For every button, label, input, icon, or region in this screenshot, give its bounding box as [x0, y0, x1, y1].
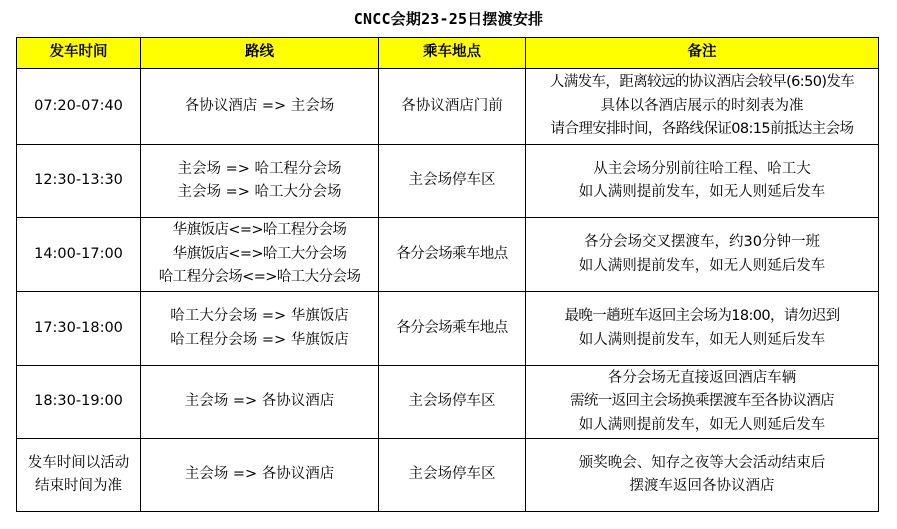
note-line: 如人满则提前发车，如无人则延后发车: [578, 184, 826, 200]
shuttle-schedule-table: [16, 37, 879, 512]
pickup-cell: [379, 69, 526, 145]
departure-time-cell: [17, 366, 141, 439]
pickup-location: 各分会场乘车地点: [396, 245, 508, 262]
header-row: [17, 38, 879, 69]
departure-time: 12:30-13:30: [34, 172, 123, 189]
departure-time-cell: [17, 292, 141, 366]
note-line: 具体以各酒店展示的时刻表为准: [600, 97, 804, 114]
table-row: [17, 366, 879, 439]
pickup-location: 各分会场乘车地点: [396, 319, 508, 336]
departure-time-cell: [17, 218, 141, 292]
pickup-location: 主会场停车区: [408, 172, 496, 189]
pickup-cell: [379, 366, 526, 439]
route-cell: [141, 145, 379, 218]
note-line: 如人满则提前发车，如无人则延后发车: [578, 257, 826, 274]
header-pickup-location: 乘车地点: [379, 38, 526, 69]
departure-time: 18:30-19:00: [34, 393, 123, 410]
notes-cell: [526, 366, 879, 439]
note-line: 如人满则提前发车，如无人则延后发车: [578, 416, 826, 433]
note-line: 颁奖晚会、知存之夜等大会活动结束后: [578, 454, 826, 471]
note-line: 如人满则提前发车，如无人则延后发车: [578, 331, 826, 348]
header-route: 路线: [141, 38, 379, 69]
pickup-cell: [379, 439, 526, 512]
departure-time: 17:30-18:00: [34, 319, 123, 336]
note-line: 各分会场交叉摆渡车，约30分钟一班: [584, 234, 820, 250]
pickup-cell: [379, 292, 526, 366]
pickup-location: 主会场停车区: [408, 393, 496, 410]
pickup-cell: [379, 218, 526, 292]
note-line: 请合理安排时间，各路线保证08:15前抵达主会场: [550, 121, 854, 138]
table-row: [17, 218, 879, 292]
table-row: [17, 439, 879, 512]
note-line: 从主会场分别前往哈工程、哈工大: [593, 160, 811, 177]
route-cell: [141, 218, 379, 292]
notes-cell: [526, 292, 879, 366]
page-title: CNCC会期23-25日摆渡安排: [353, 10, 544, 28]
header-departure-time: 发车时间: [17, 38, 141, 69]
notes-cell: [526, 439, 879, 512]
notes-cell: [526, 69, 879, 145]
route-cell: [141, 439, 379, 512]
departure-time: 结束时间为准: [35, 478, 122, 494]
route-line: 主会场 => 哈工程分会场: [177, 160, 342, 177]
note-line: 人满发车，距离较远的协议酒店会较早(6:50)发车: [549, 74, 855, 91]
departure-time: 14:00-17:00: [34, 245, 123, 262]
route-line: 主会场 => 哈工大分会场: [177, 184, 342, 200]
notes-cell: [526, 145, 879, 218]
departure-time-cell: [17, 439, 141, 512]
route-cell: [141, 366, 379, 439]
header-notes: 备注: [526, 38, 879, 69]
route-line: 主会场 => 各协议酒店: [184, 466, 335, 483]
table-row: [17, 145, 879, 218]
note-line: 最晚一趟班车返回主会场为18:00，请勿迟到: [564, 308, 840, 324]
route-line: 主会场 => 各协议酒店: [184, 393, 335, 410]
table-row: [17, 292, 879, 366]
route-line: 各协议酒店 => 主会场: [184, 97, 335, 114]
note-line: 需统一返回主会场换乘摆渡车至各协议酒店: [569, 393, 835, 410]
departure-time: 07:20-07:40: [34, 97, 123, 114]
route-cell: [141, 69, 379, 145]
route-line: 哈工程分会场<=>哈工大分会场: [158, 269, 361, 286]
table-row: [17, 69, 879, 145]
notes-cell: [526, 218, 879, 292]
departure-time-cell: [17, 145, 141, 218]
departure-time-cell: [17, 69, 141, 145]
note-line: 各分会场无直接返回酒店车辆: [607, 369, 797, 386]
route-line: 华旗饭店<=>哈工程分会场: [172, 222, 347, 239]
pickup-cell: [379, 145, 526, 218]
route-line: 哈工程分会场 => 华旗饭店: [170, 331, 349, 348]
departure-time: 发车时间以活动: [27, 454, 130, 471]
route-cell: [141, 292, 379, 366]
pickup-location: 主会场停车区: [408, 466, 496, 483]
pickup-location: 各协议酒店门前: [401, 97, 503, 114]
route-line: 哈工大分会场 => 华旗饭店: [170, 308, 349, 324]
route-line: 华旗饭店<=>哈工大分会场: [172, 245, 347, 262]
note-line: 摆渡车返回各协议酒店: [629, 478, 775, 494]
